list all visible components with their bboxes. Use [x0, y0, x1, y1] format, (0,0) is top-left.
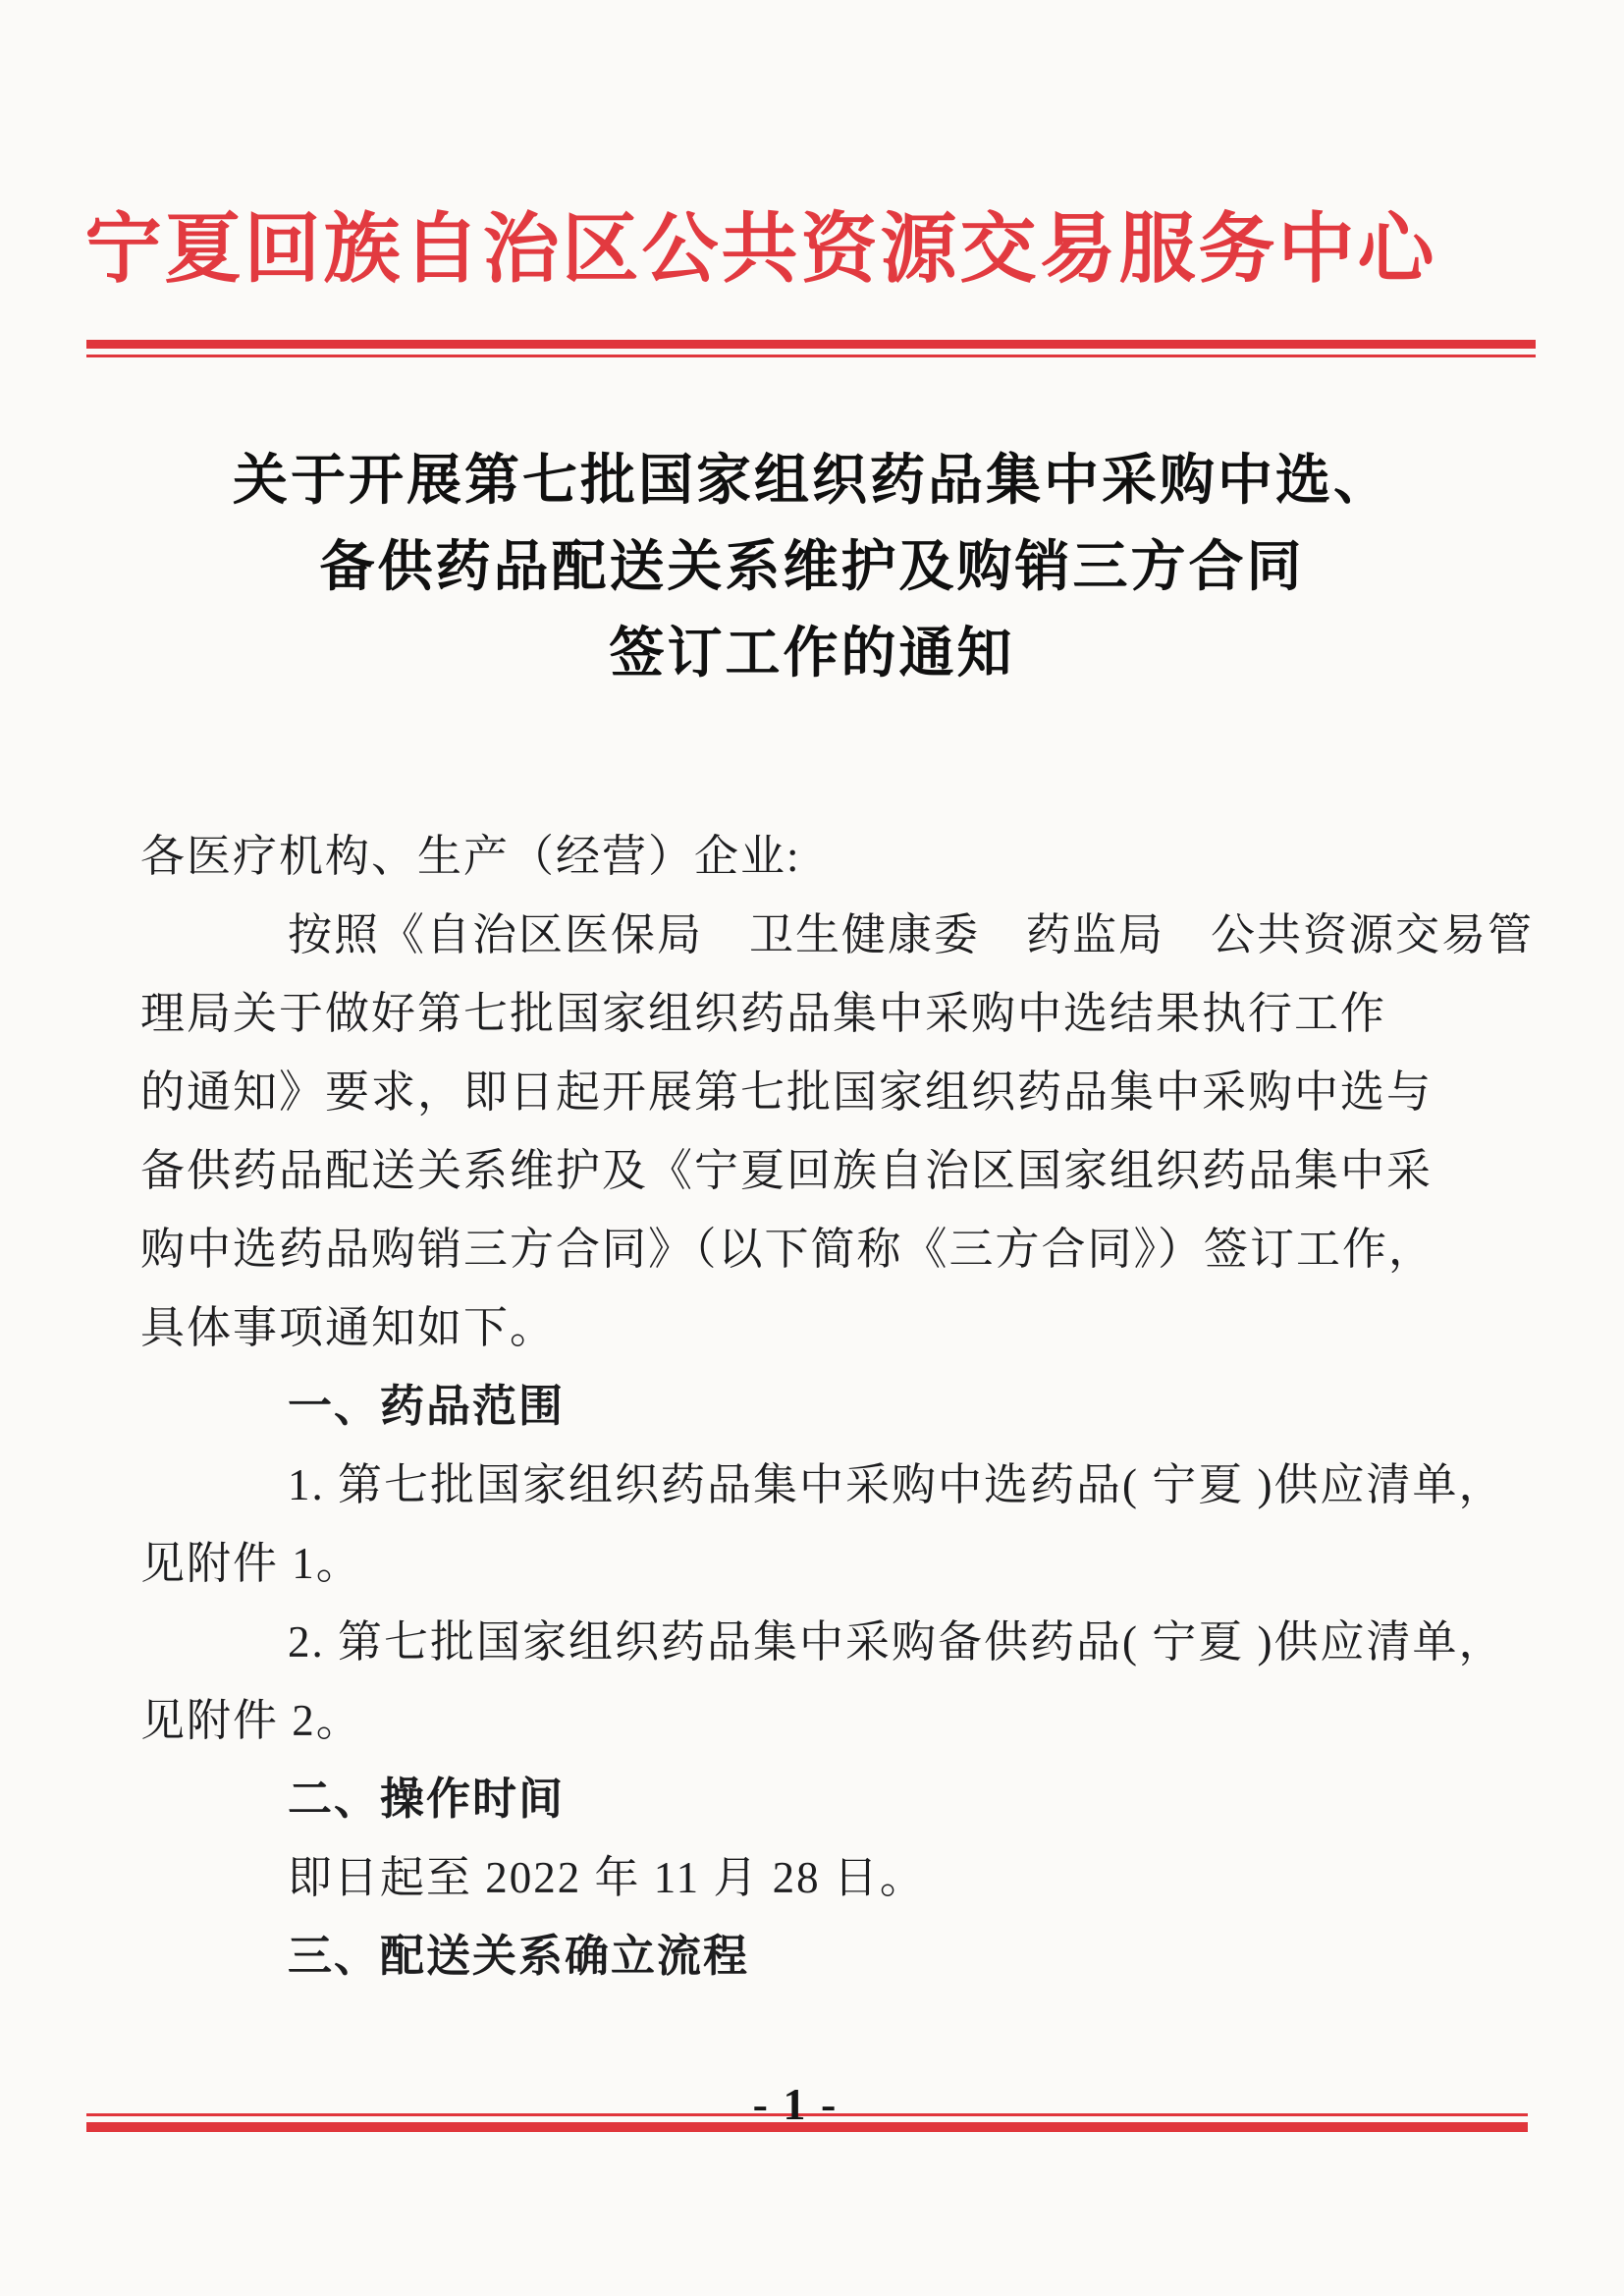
body-line: 购中选药品购销三方合同》（以下简称《三方合同》）签订工作，	[140, 1225, 1435, 1274]
body-line: 即日起至 2022 年 11 月 28 日。	[288, 1853, 926, 1902]
body-line: 2. 第七批国家组织药品集中采购备供药品( 宁夏 )供应清单，	[288, 1617, 1505, 1667]
org-header	[0, 0, 1624, 306]
body	[140, 817, 1535, 1995]
section-heading: 三、配送关系确立流程	[288, 1931, 750, 1981]
section-heading: 二、操作时间	[288, 1774, 566, 1824]
header-rule	[86, 340, 1536, 357]
body-line: 的通知》要求，即日起开展第七批国家组织药品集中采购中选与	[140, 1067, 1434, 1117]
page-number: - 1 -	[752, 2079, 839, 2129]
doc-title	[0, 438, 1624, 697]
header-rule-thin	[86, 355, 1536, 357]
doc-title-line-3: 签订工作的通知	[609, 624, 1015, 684]
salutation: 各医疗机构、生产（经营）企业:	[140, 832, 801, 881]
section-heading: 一、药品范围	[288, 1381, 566, 1431]
doc-title-line-1: 关于开展第七批国家组织药品集中采购中选、	[233, 451, 1391, 512]
org-header-text: 宁夏回族自治区公共资源交易服务中心	[84, 206, 1437, 292]
body-line: 1. 第七批国家组织药品集中采购中选药品( 宁夏 )供应清单，	[288, 1460, 1505, 1509]
body-line: 按照《自治区医保局 卫生健康委 药监局 公共资源交易管	[288, 910, 1535, 959]
header-rule-thick	[86, 340, 1536, 349]
body-line: 备供药品配送关系维护及《宁夏回族自治区国家组织药品集中采	[140, 1146, 1434, 1195]
body-line: 理局关于做好第七批国家组织药品集中采购中选结果执行工作	[140, 989, 1387, 1038]
body-line: 见附件 2。	[140, 1696, 362, 1745]
body-line: 具体事项通知如下。	[140, 1303, 557, 1352]
body-line: 见附件 1。	[140, 1539, 362, 1588]
doc-title-line-2: 备供药品配送关系维护及购销三方合同	[319, 537, 1305, 598]
